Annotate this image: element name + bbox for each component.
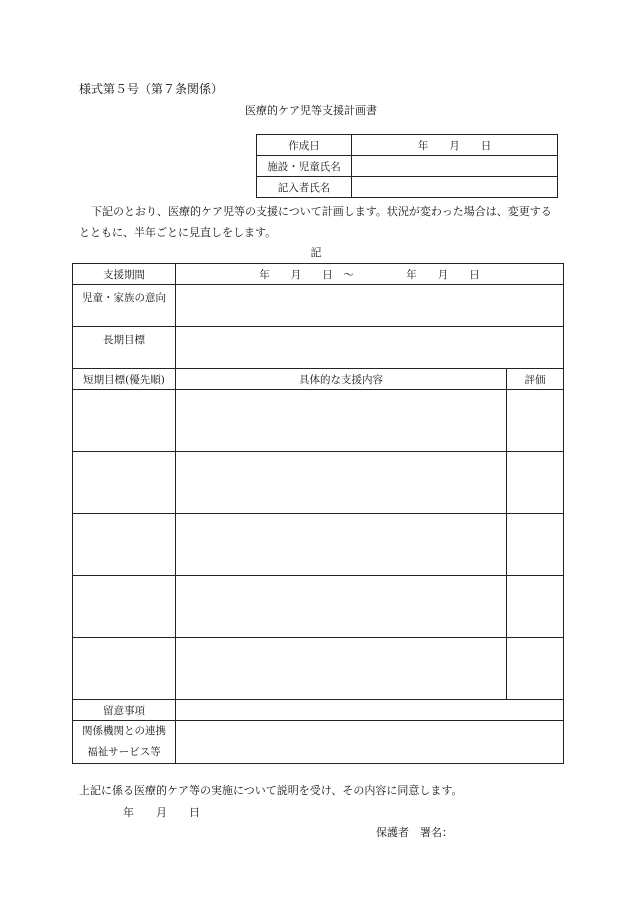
writer-name-label: 記入者氏名 xyxy=(257,177,352,198)
short-goal-cell[interactable] xyxy=(73,390,176,452)
short-goal-cell[interactable] xyxy=(73,452,176,514)
support-content-cell[interactable] xyxy=(176,638,507,700)
form-number: 様式第５号（第７条関係） xyxy=(79,82,224,96)
evaluation-cell[interactable] xyxy=(507,514,564,576)
evaluation-cell[interactable] xyxy=(507,576,564,638)
evaluation-cell[interactable] xyxy=(507,390,564,452)
support-content-cell[interactable] xyxy=(176,452,507,514)
consent-date[interactable]: 年 月 日 xyxy=(123,806,200,819)
cooperation-field[interactable] xyxy=(176,721,564,764)
plan-table xyxy=(72,263,564,764)
evaluation-cell[interactable] xyxy=(507,638,564,700)
long-goal-label: 長期目標 xyxy=(73,327,176,369)
evaluation-cell[interactable] xyxy=(507,452,564,514)
cooperation-label-line-2: 福祉サービス等 xyxy=(87,746,161,758)
ki-heading: 記 xyxy=(310,246,322,259)
intent-field[interactable] xyxy=(176,285,564,327)
short-goal-cell[interactable] xyxy=(73,576,176,638)
support-content-header: 具体的な支援内容 xyxy=(176,369,507,390)
page-title: 医療的ケア児等支援計画書 xyxy=(245,104,377,117)
cooperation-label-line-1: 関係機関との連携 xyxy=(82,725,166,737)
facility-child-name-field[interactable] xyxy=(352,156,558,177)
support-content-cell[interactable] xyxy=(176,514,507,576)
intent-label: 児童・家族の意向 xyxy=(73,285,176,327)
intro-line-2: とともに、半年ごとに見直しをします。 xyxy=(79,226,277,239)
support-content-cell[interactable] xyxy=(176,390,507,452)
notes-label: 留意事項 xyxy=(73,700,176,721)
long-goal-field[interactable] xyxy=(176,327,564,369)
created-date-field[interactable]: 年 月 日 xyxy=(352,135,558,156)
facility-child-name-label: 施設・児童氏名 xyxy=(257,156,352,177)
period-field[interactable]: 年 月 日 〜 年 月 日 xyxy=(176,264,564,285)
created-date-label: 作成日 xyxy=(257,135,352,156)
period-label: 支援期間 xyxy=(73,264,176,285)
intro-line-1: 下記のとおり、医療的ケア児等の支援について計画します。状況が変わった場合は、変更する xyxy=(91,205,552,218)
notes-field[interactable] xyxy=(176,700,564,721)
cooperation-label xyxy=(73,721,176,764)
guardian-signature-label: 保護者 署名： xyxy=(376,826,453,839)
consent-text: 上記に係る医療的ケア等の実施について説明を受け、その内容に同意します。 xyxy=(79,784,463,797)
short-goal-header: 短期目標(優先順) xyxy=(73,369,176,390)
header-table xyxy=(256,134,558,198)
writer-name-field[interactable] xyxy=(352,177,558,198)
short-goal-cell[interactable] xyxy=(73,514,176,576)
short-goal-cell[interactable] xyxy=(73,638,176,700)
support-content-cell[interactable] xyxy=(176,576,507,638)
evaluation-header: 評価 xyxy=(507,369,564,390)
